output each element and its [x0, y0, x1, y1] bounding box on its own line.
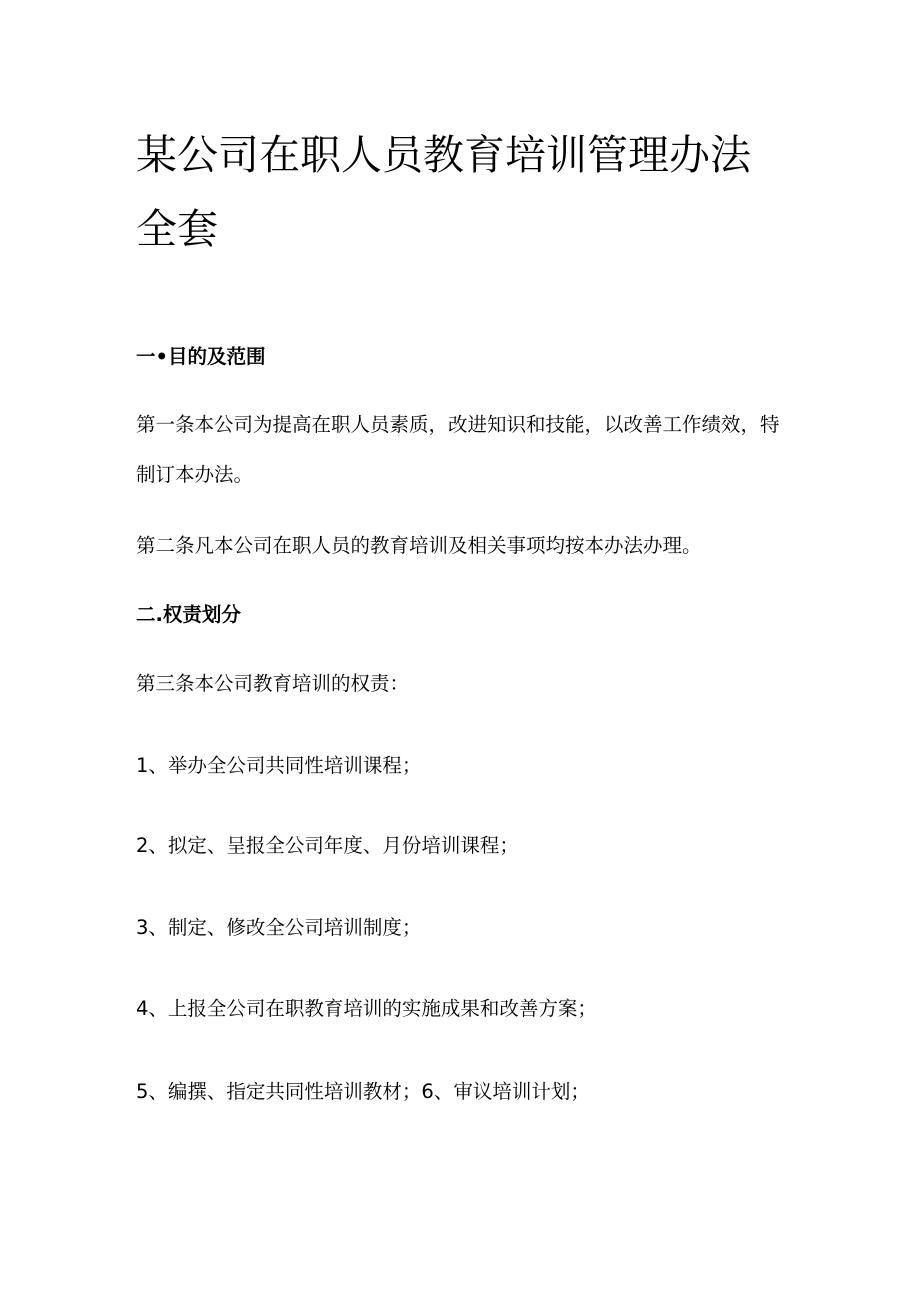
list-item: 2、拟定、呈报全公司年度、月份培训课程；	[136, 834, 519, 857]
list-item: 3、制定、修改全公司培训制度；	[136, 916, 422, 939]
document-title: 某公司在职人员教育培训管理办法全套	[136, 131, 751, 253]
list-item: 4、上报全公司在职教育培训的实施成果和改善方案；	[136, 997, 597, 1020]
section-heading-responsibilities: 二.权责划分	[136, 603, 241, 626]
article-2: 第二条凡本公司在职人员的教育培训及相关事项均按本办法办理。	[136, 534, 702, 557]
section-heading-purpose-scope: 一•目的及范围	[136, 345, 266, 368]
list-item: 1、举办全公司共同性培训课程；	[136, 754, 422, 777]
list-item: 5、编撰、指定共同性培训教材；6、审议培训计划；	[136, 1080, 590, 1103]
article-3: 第三条本公司教育培训的权责：	[136, 672, 410, 695]
article-1: 第一条本公司为提高在职人员素质，改进知识和技能，以改善工作绩效，特制订本办法。	[136, 413, 780, 486]
